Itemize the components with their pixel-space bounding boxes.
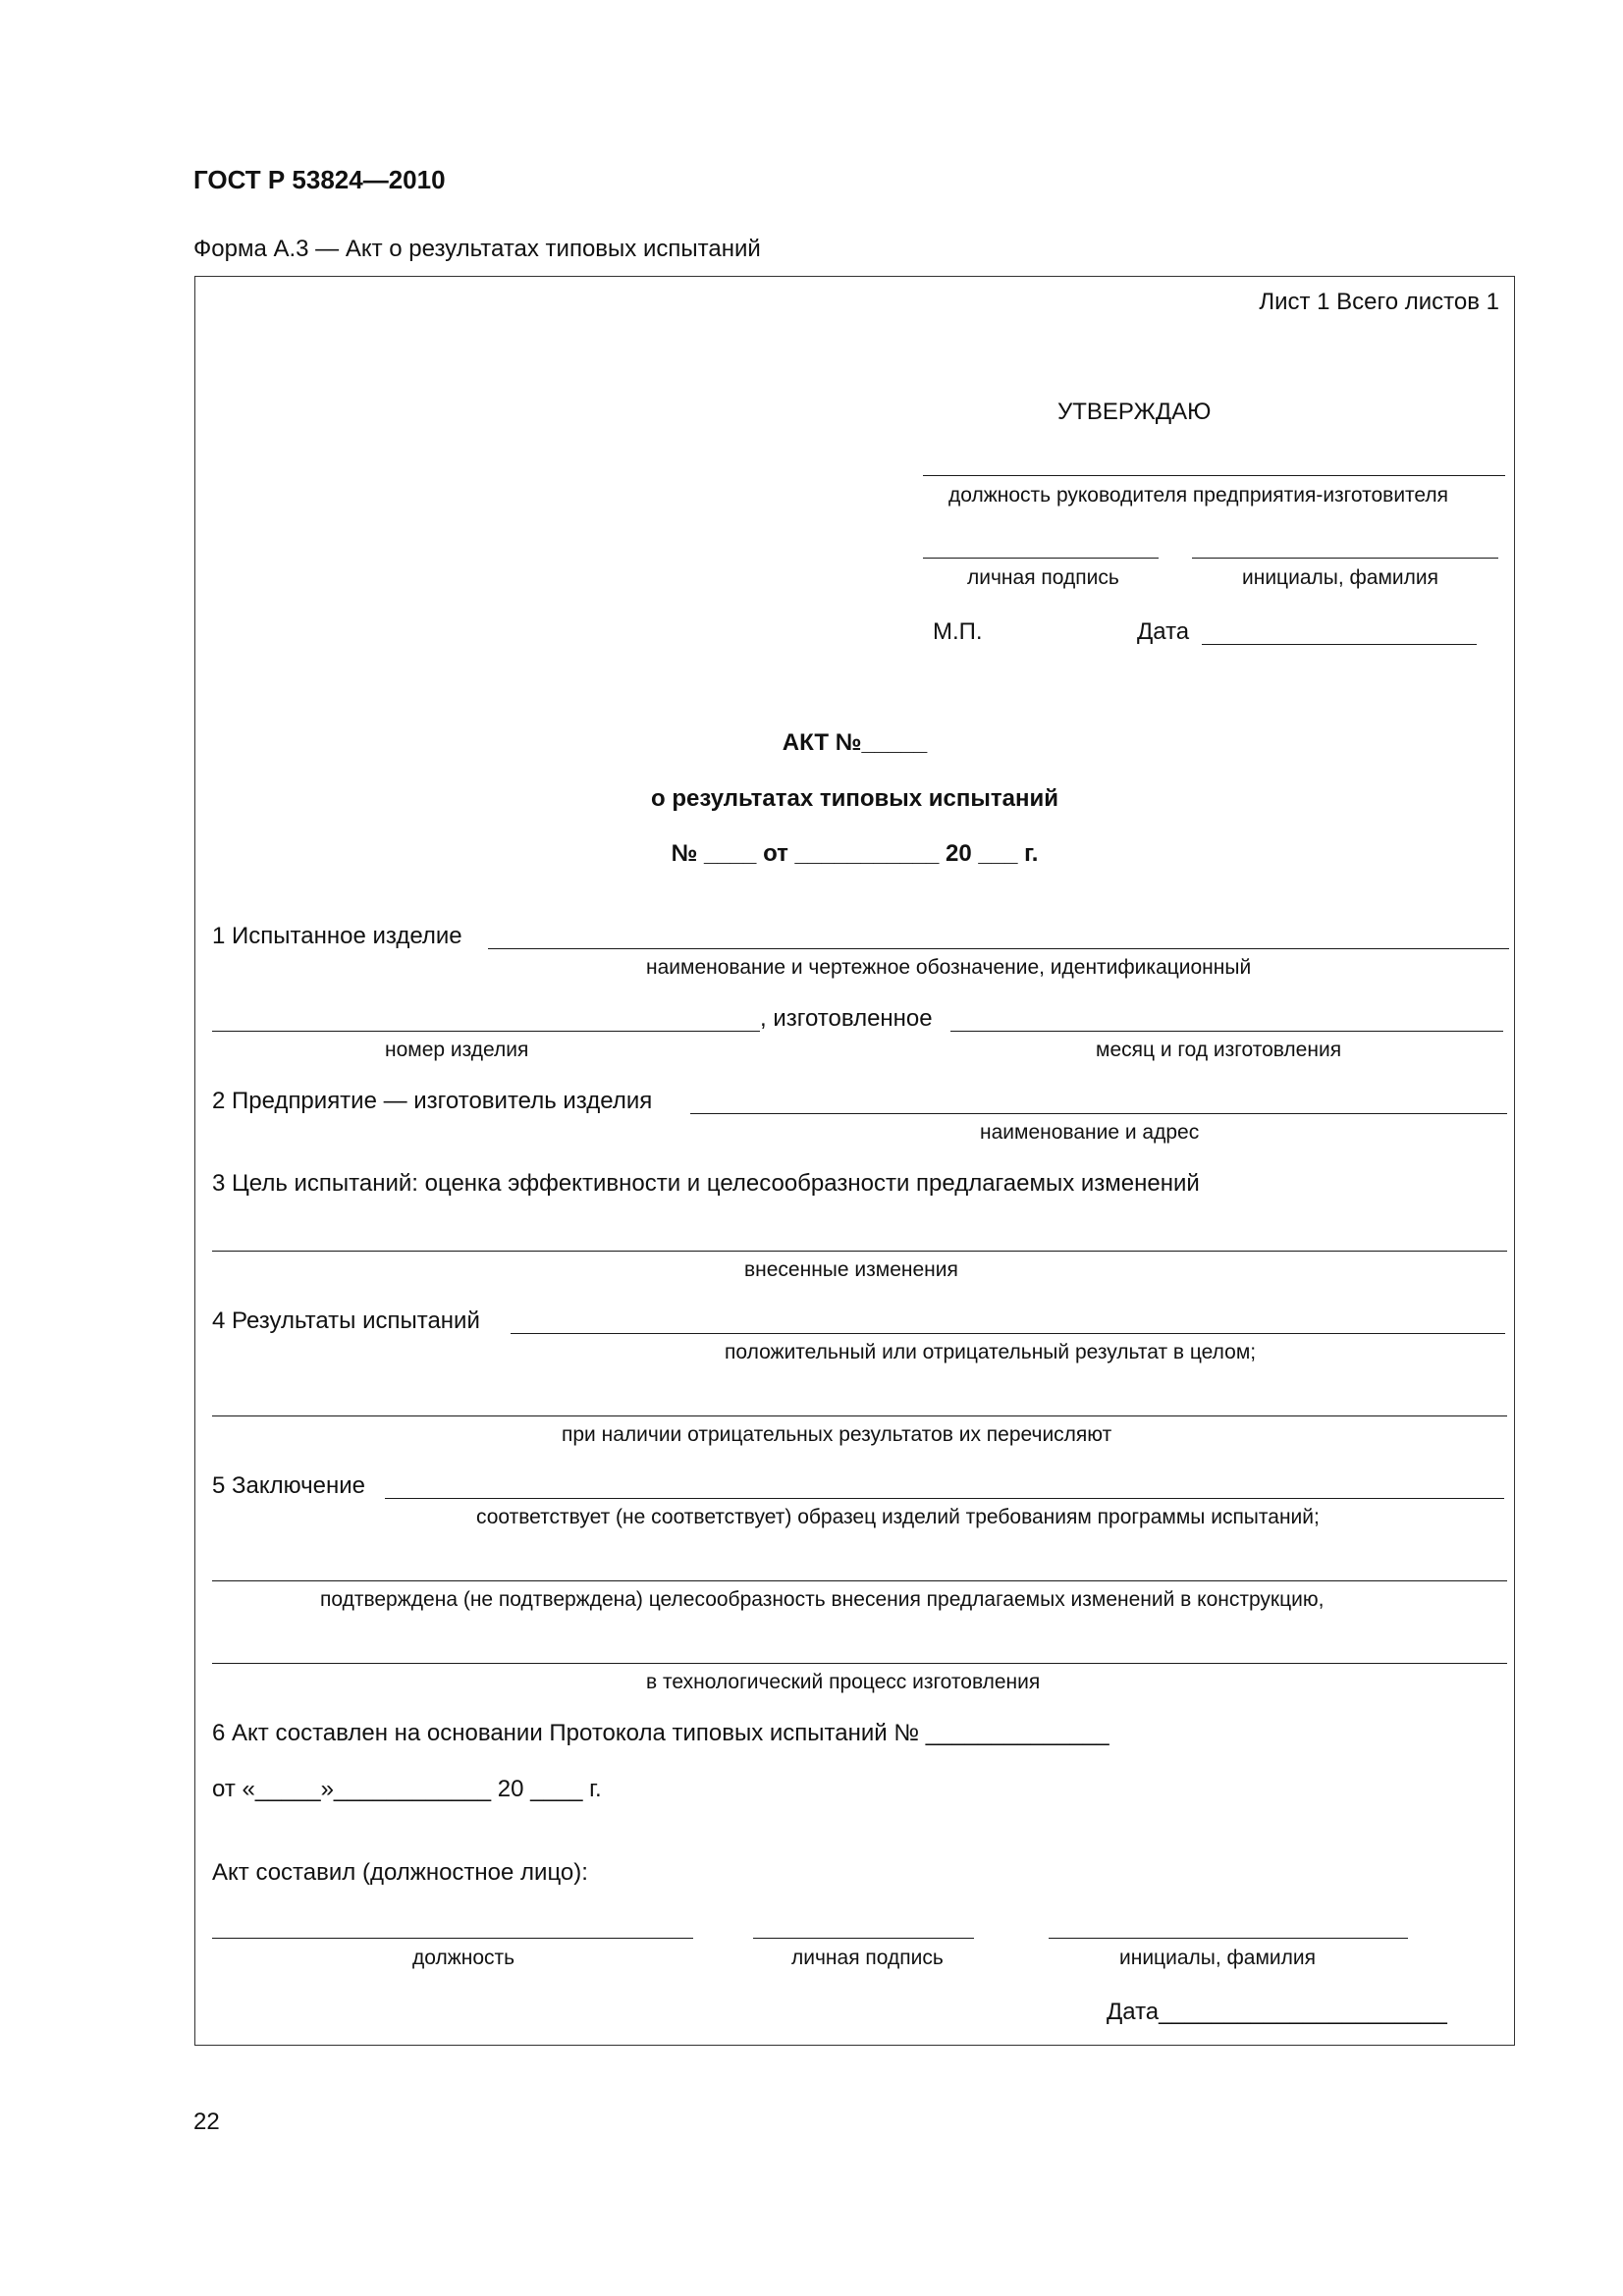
- section-4-line-1[interactable]: [511, 1333, 1505, 1334]
- approval-position-caption: должность руководителя предприятия-изготовителя: [948, 484, 1449, 507]
- compiler-position-line[interactable]: [212, 1938, 693, 1939]
- section-1-product-line[interactable]: [488, 948, 1509, 949]
- compiler-signature-line[interactable]: [753, 1938, 974, 1939]
- section-1-manufactured-label: , изготовленное: [760, 1005, 933, 1032]
- section-5-caption-3: в технологический процесс изготовления: [646, 1671, 1041, 1693]
- page-number: 22: [193, 2109, 220, 2135]
- section-3-caption: внесенные изменения: [744, 1258, 958, 1281]
- section-4-caption-1: положительный или отрицательный результат в целом;: [725, 1341, 1257, 1363]
- section-6-date-line: от «_____»____________ 20 ____ г.: [212, 1776, 602, 1802]
- approval-position-line[interactable]: [923, 475, 1505, 476]
- section-5-line-3[interactable]: [212, 1663, 1507, 1664]
- section-6-label: 6 Акт составлен на основании Протокола типовых испытаний № ______________: [212, 1720, 1109, 1746]
- section-4-label: 4 Результаты испытаний: [212, 1308, 480, 1334]
- section-2-label: 2 Предприятие — изготовитель изделия: [212, 1088, 653, 1114]
- form-title: Форма А.3 — Акт о результатах типовых испытаний: [193, 236, 761, 262]
- approval-title: УТВЕРЖДАЮ: [1057, 399, 1212, 425]
- section-3-label: 3 Цель испытаний: оценка эффективности и целесообразности предлагаемых изменений: [212, 1170, 1200, 1197]
- section-4-line-2[interactable]: [212, 1415, 1507, 1416]
- approval-name-line[interactable]: [1192, 558, 1498, 559]
- compiler-date: Дата______________________: [1107, 1999, 1447, 2025]
- document-header: ГОСТ Р 53824—2010: [193, 165, 446, 194]
- section-5-line-1[interactable]: [385, 1498, 1504, 1499]
- stamp-label: М.П.: [933, 618, 983, 645]
- section-1-number-line[interactable]: [212, 1031, 760, 1032]
- compiler-signature-caption: личная подпись: [791, 1947, 944, 1969]
- section-1-caption-date: месяц и год изготовления: [1096, 1039, 1342, 1061]
- section-4-caption-2: при наличии отрицательных результатов их перечисляют: [562, 1423, 1112, 1446]
- section-2-line[interactable]: [690, 1113, 1507, 1114]
- section-5-caption-1: соответствует (не соответствует) образец изделий требованиям программы испытаний;: [476, 1506, 1320, 1528]
- approval-signature-line[interactable]: [923, 558, 1159, 559]
- section-2-caption: наименование и адрес: [980, 1121, 1200, 1144]
- approval-date-label: Дата: [1137, 618, 1190, 645]
- section-5-caption-2: подтверждена (не подтверждена) целесообразность внесения предлагаемых изменений в конструкцию,: [320, 1588, 1325, 1611]
- section-5-label: 5 Заключение: [212, 1472, 365, 1499]
- section-3-line[interactable]: [212, 1251, 1507, 1252]
- compiler-position-caption: должность: [412, 1947, 515, 1969]
- section-1-date-line[interactable]: [950, 1031, 1503, 1032]
- compiler-label: Акт составил (должностное лицо):: [212, 1859, 588, 1886]
- section-1-label: 1 Испытанное изделие: [212, 923, 462, 949]
- section-1-caption: наименование и чертежное обозначение, идентификационный: [646, 956, 1252, 979]
- section-1-caption-number: номер изделия: [385, 1039, 529, 1061]
- compiler-name-line[interactable]: [1049, 1938, 1408, 1939]
- approval-name-caption: инициалы, фамилия: [1242, 566, 1438, 589]
- compiler-name-caption: инициалы, фамилия: [1119, 1947, 1316, 1969]
- approval-date-line[interactable]: [1202, 644, 1477, 645]
- approval-signature-caption: личная подпись: [967, 566, 1119, 589]
- act-subtitle: о результатах типовых испытаний: [651, 785, 1058, 812]
- section-5-line-2[interactable]: [212, 1580, 1507, 1581]
- sheet-info: Лист 1 Всего листов 1: [1259, 289, 1499, 315]
- act-number-line: № ____ от ___________ 20 ___ г.: [671, 840, 1039, 867]
- act-title: АКТ №_____: [782, 729, 928, 756]
